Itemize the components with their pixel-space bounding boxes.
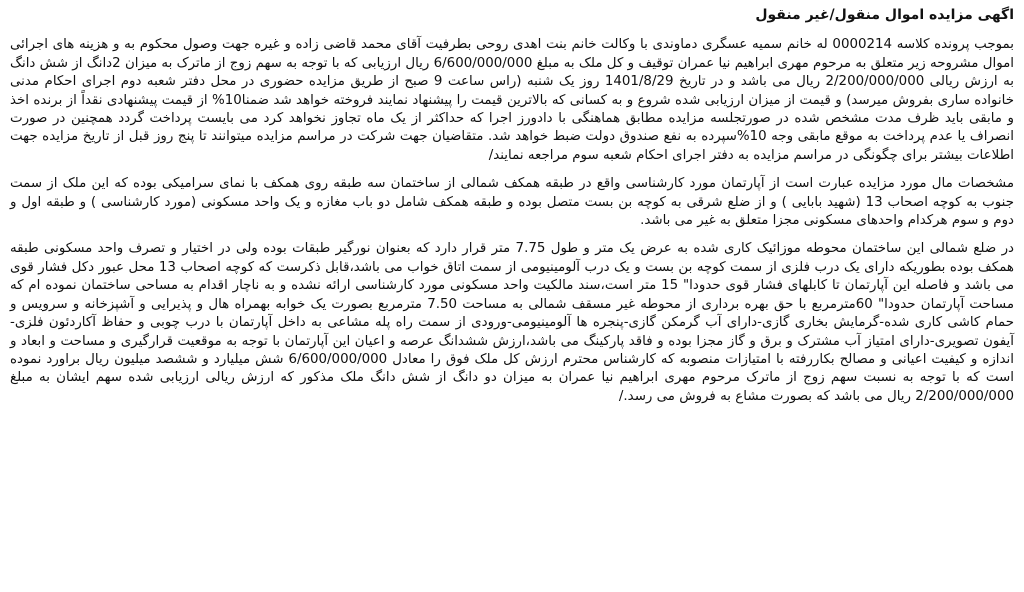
auction-notice — [10, 6, 1014, 416]
notice-paragraph-property: مشخصات مال مورد مزایده عبارت است از آپارتمان مورد کارشناسی واقع در طبقه همکف شمالی از ساختمان سه طبقه روی همکف با نمای سرامیکی بوده که این ملک از سمت جنوب به کوچه اصحاب 13 (شهید بابایی ) و از ضلع شرقی به کوچه بن بست متصل بوده و طبقه همکف شامل دو باب مغازه و یک واحد مسکونی (مورد کارشناسی ) و طبقه اول و دوم و سوم هرکدام واحدهای مسکونی مجزا متعلق به غیر می باشد. — [10, 176, 1014, 229]
notice-paragraph-case: بموجب پرونده کلاسه 0000214 له خانم سمیه عسگری دماوندی با وکالت خانم بنت اهدی روحی بطرفیت آقای محمد قاضی زاده و غیره جهت وصول محکوم به و هزینه های اجرائی اموال مشروحه زیر متعلق به مرحوم مهری ابراهیم نیا عمران توقیف و کل ملک به مبلغ 6/600/000/000 ریال ارزیابی که با توجه به سهم زوج از ماترک به میزان 2دانگ از شش دانگ به ارزش ریالی 2/200/000/000 ریال می باشد و در تاریخ 1401/8/29 روز یک شنبه (راس ساعت 9 صبح از طریق مزایده حضوری در محل دفتر شعبه دوم اجرای احکام مدنی خانواده ساری بفروش میرسد) و قیمت از میزان ارزیابی شده شروع و به کسانی که بالاترین قیمت را پیشنهاد نمایند فروخته خواهد شد ضمنا10% از قیمت پیشنهادی نقداً از برنده اخذ و مابقی باید ظرف مدت مشخص شده در صورتجلسه مزایده مطابق هماهنگی با دادورز اجرا که حداکثر از یک ماه تجاوز نخواهد کرد می بایست پرداخت گردد همچنین در صورت انصراف یا عدم پرداخت به موقع مابقی وجه 10%سپرده به نفع صندوق دولت ضبط خواهد شد. متقاضیان جهت شرکت در مراسم مزایده میتوانند تا پنج روز قبل از تاریخ مزایده جهت اطلاعات بیشتر برای چگونگی در مراسم مزایده به دفتر اجرای احکام شعبه سوم مراجعه نمایند/ — [10, 37, 1014, 163]
notice-paragraph-details: در ضلع شمالی این ساختمان محوطه موزائیک کاری شده به عرض یک متر و طول 7.75 متر قرار دارد که بعنوان نورگیر طبقات بوده ولی در اختیار و تصرف واحد مسکونی طبقه همکف بوده بطوریکه دارای یک درب فلزی از سمت کوچه بن بست و یک درب آلومینیومی از سمت اتاق خواب می باشد،قابل ذکرست که کوچه اصحاب 13 محل عبور دکل فشار قوی می باشد و فاصله این آپارتمان تا کابلهای فشار قوی حدودا" 15 متر است،سند مالکیت واحد مسکونی مورد کارشناسی ارائه نشده و به ناچار اقدام به مساحی ساختمان نموده ام که مساحت آپارتمان حدودا" 60مترمربع با حق بهره برداری از محوطه غیر مسقف شمالی به مساحت 7.50 مترمربع بصورت یک خوابه بهمراه هال و پذیرایی و آشپزخانه و سرویس و حمام کاشی کاری شده-گرمایش بخاری گازی-دارای آب گرمکن گازی-پنجره ها آلومینیومی-ورودی از سمت راه پله مشاعی به داخل آپارتمان با درب چوبی و حفاظ آکاردئون فلزی-آیفون تصویری-دارای امتیاز آب مشترک و برق و گاز مجزا بوده و فاقد پارکینگ می باشد،ارزش ششدانگ عرصه و اعیان این آپارتمان با توجه به موقعیت قرارگیری و مساحت و ابعاد و اندازه و کیفیت اعیانی و مصالح بکاررفته با امتیازات منصوبه که کارشناس محترم ارزش کل ملک فوق را معادل 6/600/000/000 شش میلیارد و ششصد میلیون ریال براورد نموده است که با توجه به نسبت سهم زوج از ماترک مرحوم مهری ابراهیم نیا عمران به میزان دو دانگ از شش دانگ ملک مذکور که ارزش ریالی ارزیابی شده سهم ایشان به مبلغ 2/200/000/000 ریال می باشد که بصورت مشاع به فروش می رسد./ — [10, 241, 1015, 404]
notice-title: اگهی مزایده اموال منقول/غیر منقول — [755, 7, 1014, 23]
